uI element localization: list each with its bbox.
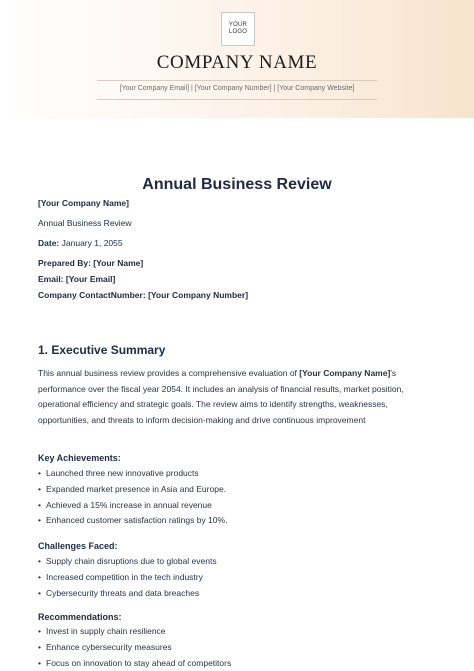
recommendations-heading: Recommendations: [38,612,122,622]
company-name: COMPANY NAME [156,52,318,73]
summary-text-2: 's performance over the fiscal year 2054. It includes an analysis of financial results, market position, operational efficiency and strategic goals. The review aims to identify strengths, weaknesses, opportunities, and threats to inform decision-making and drive continuous improvement [38,368,404,425]
list-item: • Supply chain disruptions due to global events [38,554,217,570]
list-item: • Enhanced customer satisfaction ratings by 10%. [38,513,227,529]
list-item: • Focus on innovation to stay ahead of competitors [38,656,231,671]
date-label: Date: [38,238,60,248]
document-subtitle: Annual Business Review [38,218,132,228]
prepared-by-value: [Your Name] [93,258,144,268]
list-item: • Launched three new innovative products [38,466,227,482]
list-item: • Enhance cybersecurity measures [38,640,231,656]
list-item: • Invest in supply chain resilience [38,624,231,640]
header-divider-bottom [97,99,377,100]
email-row [38,274,115,284]
prepared-by-row [38,258,143,268]
document-title: Annual Business Review [142,176,332,193]
email-value: [Your Email] [65,274,116,284]
section-title: 1. Executive Summary [38,343,166,357]
challenges-list [38,554,217,601]
prepared-by-label: Prepared By: [38,258,91,268]
logo-line-1: YOUR [228,22,248,28]
recommendations-list [38,624,231,671]
company-logo [221,12,255,46]
list-item: • Expanded market presence in Asia and Europe. [38,482,227,498]
executive-summary-paragraph [38,366,438,428]
achievements-heading: Key Achievements: [38,453,121,463]
email-label: Email: [38,274,64,284]
list-item: • Achieved a 15% increase in annual revenue [38,498,227,514]
header-divider-top [97,80,377,81]
company-contact-row [38,290,248,300]
summary-text-1: This annual business review provides a comprehensive evaluation of [38,368,300,378]
summary-company-name: [Your Company Name] [299,368,391,378]
list-item: • Increased competition in the tech industry [38,570,217,586]
company-contact-label: Company ContactNumber: [38,290,146,300]
date-value: January 1, 2055 [61,238,123,248]
logo-line-2: LOGO [228,29,248,35]
company-contact-value: [Your Company Number] [148,290,249,300]
list-item: • Cybersecurity threats and data breaches [38,586,217,602]
company-contact-line: [Your Company Email] | [Your Company Number] | [Your Company Website] [119,85,355,92]
challenges-heading: Challenges Faced: [38,541,118,551]
company-name-field: [Your Company Name] [38,198,129,208]
achievements-list [38,466,227,529]
date-row [38,238,123,248]
